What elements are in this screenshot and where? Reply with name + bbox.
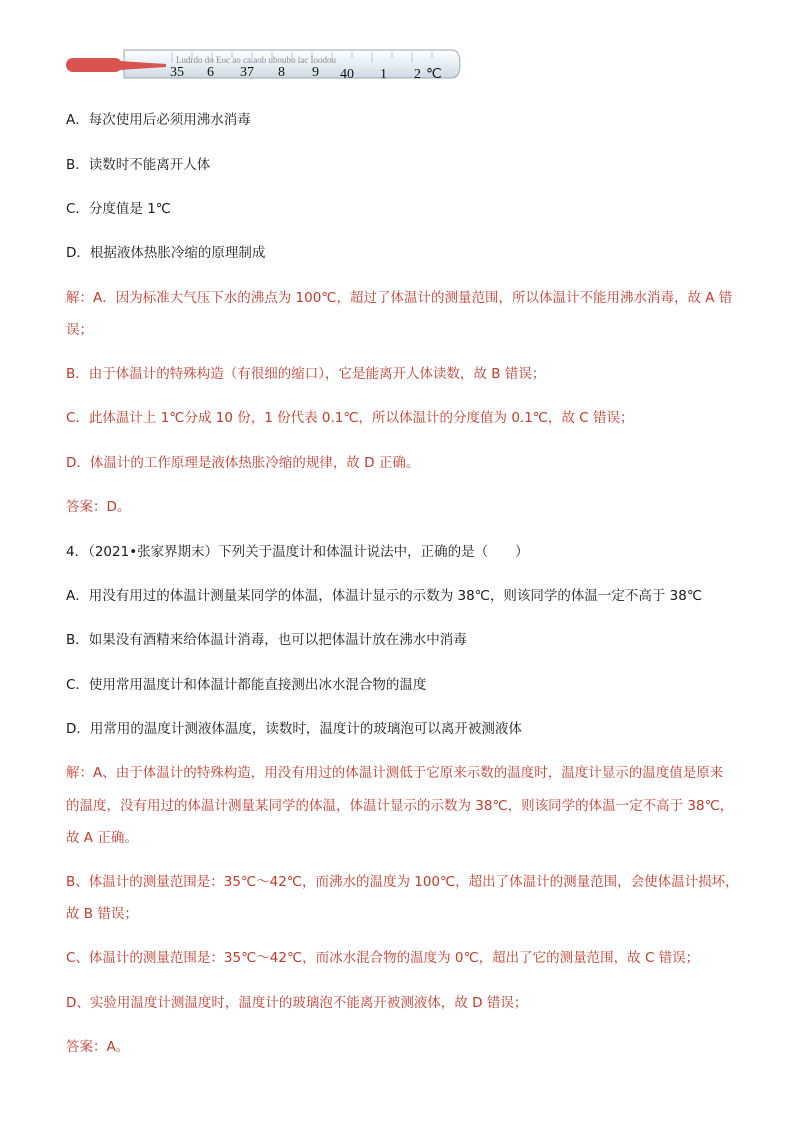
tick-label: 35 [170,65,184,80]
q4-option-d: D．用常用的温度计测液体温度，读数时，温度计的玻璃泡可以离开被测液体 [66,721,522,737]
q4-solution-d: D、实验用温度计测温度时，温度计的玻璃泡不能离开被测液体，故 D 错误； [66,995,528,1011]
q3-solution-a-line1: 解：A．因为标准大气压下水的沸点为 100℃，超过了体温计的测量范围，所以体温计不能用沸水消毒，故 A 错 [66,290,733,306]
q3-solution-c: C．此体温计上 1℃分成 10 份，1 份代表 0.1℃，所以体温计的分度值为 0.1℃，故 C 错误； [66,410,634,426]
q4-solution-c-highlight: 超出了它的测量范围 [492,950,614,966]
thermometer-scale-text: Ludrdo do Eoc ao ca.aob uboubo lac Ioodou [176,55,336,65]
q4-solution-b-line2: 故 B 错误； [66,906,138,922]
q4-stem: 4．（2021•张家界期末）下列关于温度计和体温计说法中，正确的是（ ） [66,544,529,560]
q3-option-c: C．分度值是 1℃ [66,201,171,217]
q4-solution-a-line1: 解：A、由于体温计的特殊构造，用没有用过的体温计测低于它原来示数的温度时，温度计显示的温度值是原来 [66,765,724,781]
q3-option-a: A．每次使用后必须用沸水消毒 [66,112,251,128]
q4-answer: 答案：A。 [66,1039,130,1055]
q4-option-b: B．如果没有酒精来给体温计消毒，也可以把体温计放在沸水中消毒 [66,632,467,648]
tick-unit: ℃ [426,67,442,82]
q3-solution-a-line2: 误； [66,322,93,338]
thermometer-figure [62,42,462,90]
q4-solution-c-pre: C、体温计的测量范围是：35℃～42℃，而冰水混合物的温度为 0℃， [66,950,493,966]
q3-solution-d: D．体温计的工作原理是液体热胀冷缩的规律，故 D 正确。 [66,455,420,471]
q4-solution-c-post: ，故 C 错误； [613,950,700,966]
tick-label: 37 [240,65,254,80]
thermometer-bulb [66,58,122,72]
q3-option-d: D．根据液体热胀冷缩的原理制成 [66,245,266,261]
q4-option-a: A．用没有用过的体温计测量某同学的体温，体温计显示的示数为 38℃，则该同学的体温一定不高于 38℃ [66,588,702,604]
q3-option-b: B．读数时不能离开人体 [66,157,211,173]
tick-label: 1 [380,67,387,82]
q4-solution-a-line3: 故 A 正确。 [66,830,138,846]
q3-answer: 答案：D。 [66,499,131,515]
tick-label: 40 [340,67,354,82]
tick-label: 8 [278,65,285,80]
tick-label: 9 [312,65,319,80]
q4-option-c: C．使用常用温度计和体温计都能直接测出冰水混合物的温度 [66,677,427,693]
tick-label: 6 [207,65,214,80]
q4-solution-a-line2: 的温度，没有用过的体温计测量某同学的体温，体温计显示的示数为 38℃，则该同学的体温一定不高于 38℃， [66,798,734,814]
q4-solution-c [66,948,699,968]
q3-solution-b: B．由于体温计的特殊构造（有很细的缩口），它是能离开人体读数，故 B 错误； [66,366,546,382]
q4-solution-b-line1: B、体温计的测量范围是：35℃～42℃，而沸水的温度为 100℃，超出了体温计的测量范围，会使体温计损坏， [66,874,739,890]
tick-label: 2 [414,67,421,82]
